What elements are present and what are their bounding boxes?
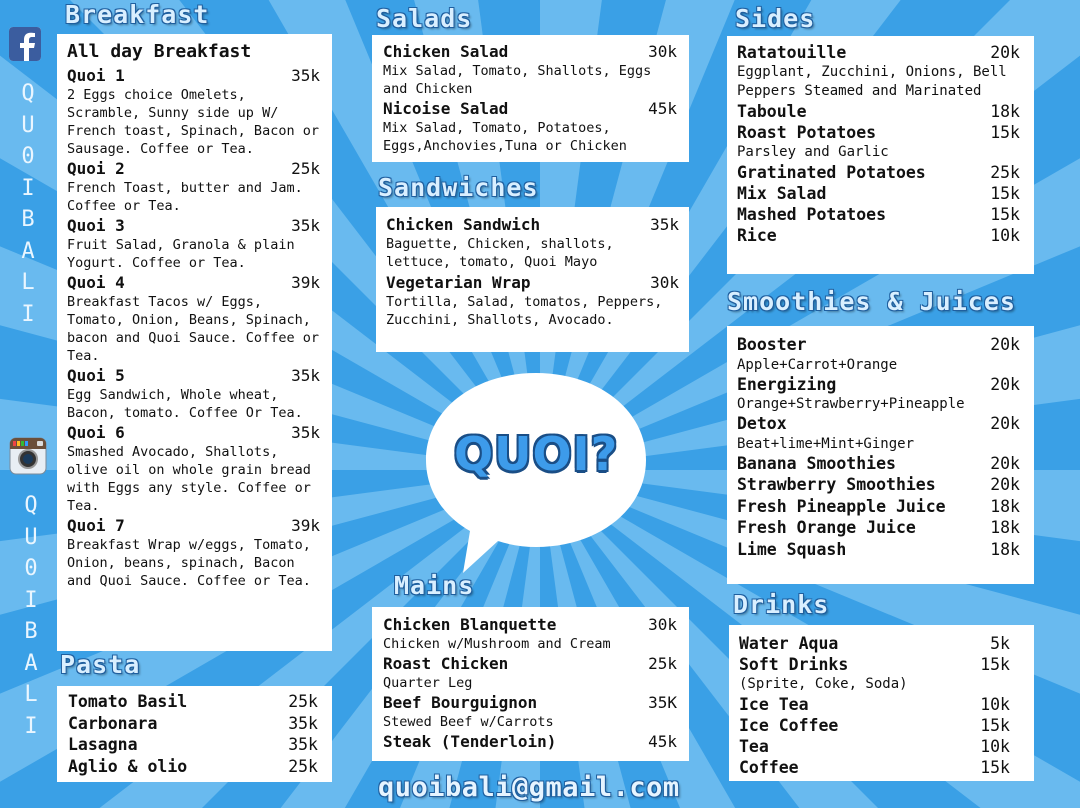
item-name: Tomato Basil (68, 692, 188, 711)
item-description: Stewed Beef w/Carrots (383, 714, 554, 730)
item-name: Carbonara (68, 713, 158, 733)
item-price: 18k (990, 518, 1020, 537)
sandwiches-list (386, 215, 679, 329)
item-price: 25k (291, 159, 320, 178)
menu-item (67, 366, 320, 422)
side-letter: I (24, 587, 38, 613)
item-name: Vegetarian Wrap (386, 273, 531, 292)
item-description: Breakfast Tacos w/ Eggs, Tomato, Onion, Beans, Spinach, bacon and Quoi Sauce. Coffee or Tea. (67, 294, 319, 364)
drinks-heading: Drinks (733, 590, 830, 619)
menu-item (383, 693, 677, 731)
item-description: 2 Eggs choice Omelets, Scramble, Sunny side up W/ French toast, Spinach, Bacon or Sausage. Coffee or Tea. (67, 87, 319, 157)
menu-item (737, 539, 1020, 561)
item-name: Nicoise Salad (383, 99, 509, 118)
item-name: Quoi 6 (67, 423, 125, 442)
menu-item (739, 736, 1010, 757)
menu-item (737, 42, 1020, 101)
item-name: Roast Potatoes (737, 123, 877, 142)
contact-email[interactable]: quoibali@gmail.com (378, 772, 680, 803)
item-price: 20k (990, 414, 1020, 433)
side-letter: U (21, 112, 35, 138)
menu-item (67, 423, 320, 515)
menu-item (739, 633, 1010, 654)
side-letter: 0 (21, 144, 35, 169)
salads-list (383, 42, 677, 155)
pasta-heading: Pasta (60, 650, 141, 679)
item-name: Lime Squash (737, 539, 847, 559)
quoi-logo-text: QUOI? (454, 427, 619, 481)
menu-item (67, 216, 320, 272)
item-price: 15k (980, 758, 1010, 777)
item-name: Fresh Pineapple Juice (737, 496, 946, 516)
drinks-list (739, 633, 1010, 778)
item-description: Mix Salad, Tomato, Potatoes, Eggs,Anchovies,Tuna or Chicken (383, 120, 627, 154)
item-description: Mix Salad, Tomato, Shallots, Eggs and Chicken (383, 63, 652, 97)
menu-item (737, 374, 1020, 414)
item-name: Coffee (739, 758, 799, 777)
item-description: Egg Sandwich, Whole wheat, Bacon, tomato. Coffee Or Tea. (67, 387, 303, 421)
mains-panel (372, 607, 689, 761)
item-name: Rice (737, 226, 777, 245)
item-description: Fruit Salad, Granola & plain Yogurt. Coffee or Tea. (67, 237, 295, 271)
menu-item (68, 756, 318, 778)
item-name: Mix Salad (737, 184, 827, 203)
item-name: Booster (737, 335, 807, 354)
mains-heading: Mains (394, 571, 475, 600)
item-description: French Toast, butter and Jam. Coffee or Tea. (67, 180, 303, 214)
item-price: 15k (990, 205, 1020, 224)
item-price: 20k (990, 475, 1020, 494)
item-name: Ice Coffee (739, 716, 839, 735)
item-name: Tea (739, 737, 769, 756)
pasta-panel (57, 686, 332, 782)
item-name: Ice Tea (739, 695, 809, 714)
menu-item (386, 215, 679, 271)
side-letter: I (24, 713, 38, 739)
item-name: Roast Chicken (383, 654, 509, 673)
item-name: Steak (Tenderloin) (383, 732, 557, 751)
menu-item (737, 162, 1020, 183)
item-price: 35k (291, 216, 320, 235)
item-price: 35k (291, 66, 320, 85)
item-name: Quoi 1 (67, 66, 125, 85)
menu-item (737, 183, 1020, 204)
side-letter: I (21, 301, 35, 327)
sides-panel (727, 36, 1034, 274)
item-price: 18k (990, 496, 1020, 516)
item-name: Lasagna (68, 735, 138, 754)
menu-item (67, 66, 320, 158)
item-name: Quoi 5 (67, 366, 125, 385)
menu-item (383, 732, 677, 752)
item-name: Quoi 7 (67, 516, 125, 535)
smoothies-heading: Smoothies & Juices (727, 287, 1016, 316)
sandwiches-panel (376, 207, 689, 352)
item-name: Strawberry Smoothies (737, 475, 936, 494)
item-description: Tortilla, Salad, tomatos, Peppers, Zucchini, Shallots, Avocado. (386, 294, 663, 328)
breakfast-subtitle: All day Breakfast (67, 41, 252, 62)
item-name: Mashed Potatoes (737, 205, 887, 224)
side-text-top (11, 78, 45, 330)
menu-item (383, 615, 677, 653)
item-price: 20k (990, 374, 1020, 394)
menu-item (737, 122, 1020, 162)
menu-item (737, 413, 1020, 453)
item-price: 35k (288, 713, 318, 733)
menu-item (67, 516, 320, 590)
item-name: Chicken Salad (383, 42, 509, 61)
item-description: Beat+lime+Mint+Ginger (737, 435, 915, 452)
facebook-icon[interactable] (9, 27, 41, 61)
item-price: 25k (288, 692, 318, 711)
item-description: Chicken w/Mushroom and Cream (383, 636, 611, 652)
menu-item (739, 715, 1010, 736)
item-name: Taboule (737, 102, 807, 121)
item-description: Eggplant, Zucchini, Onions, Bell Peppers Steamed and Marinated (737, 64, 1007, 99)
item-description: Orange+Strawberry+Pineapple (737, 396, 965, 412)
item-name: Detox (737, 414, 787, 433)
item-price: 35k (650, 215, 679, 234)
item-price: 10k (980, 695, 1010, 714)
item-price: 10k (980, 737, 1010, 756)
item-name: Banana Smoothies (737, 453, 896, 473)
item-price: 35K (648, 693, 677, 712)
menu-item (737, 204, 1020, 225)
breakfast-panel (57, 34, 332, 651)
item-name: Quoi 4 (67, 273, 125, 292)
menu-item (737, 474, 1020, 496)
item-price: 30k (650, 273, 679, 292)
item-name: Chicken Blanquette (383, 615, 557, 634)
menu-item (739, 654, 1010, 694)
item-price: 15k (980, 716, 1010, 735)
side-letter: B (24, 619, 38, 644)
sandwiches-heading: Sandwiches (378, 173, 539, 202)
item-price: 45k (648, 99, 677, 118)
item-price: 20k (990, 453, 1020, 473)
menu-item (737, 334, 1020, 374)
item-price: 35k (291, 423, 320, 442)
menu-item (737, 453, 1020, 475)
item-name: Fresh Orange Juice (737, 518, 916, 537)
menu-item (386, 273, 679, 329)
item-price: 20k (990, 335, 1020, 354)
menu-item (383, 42, 677, 98)
side-letter: 0 (24, 556, 38, 581)
side-letter: A (21, 238, 35, 264)
item-name: Soft Drinks (739, 655, 849, 674)
menu-item (739, 694, 1010, 715)
item-description: Smashed Avocado, Shallots, olive oil on whole grain bread with Eggs any style. Coffee or Tea. (67, 444, 311, 514)
item-name: Quoi 2 (67, 159, 125, 178)
item-price: 15k (990, 184, 1020, 203)
item-name: Energizing (737, 374, 837, 394)
salads-heading: Salads (376, 4, 473, 33)
breakfast-list (67, 66, 320, 590)
side-letter: A (24, 650, 38, 676)
menu-item (67, 159, 320, 215)
item-name: Aglio & olio (68, 756, 188, 776)
item-name: Quoi 3 (67, 216, 125, 235)
sides-list (737, 42, 1020, 246)
pasta-list (68, 691, 318, 777)
item-price: 15k (980, 655, 1010, 674)
menu-item (68, 734, 318, 756)
item-price: 45k (648, 732, 677, 751)
side-letter: B (21, 207, 35, 232)
item-price: 15k (990, 123, 1020, 142)
item-price: 18k (990, 539, 1020, 559)
item-price: 20k (990, 43, 1020, 62)
item-name: Chicken Sandwich (386, 215, 541, 234)
side-letter: U (24, 524, 38, 550)
menu-item (383, 99, 677, 155)
item-description: Quarter Leg (383, 675, 473, 691)
item-price: 25k (990, 163, 1020, 182)
item-name: Water Aqua (739, 634, 839, 653)
menu-item (737, 517, 1020, 539)
smoothies-list (737, 334, 1020, 560)
menu-item (737, 225, 1020, 246)
menu-item (383, 654, 677, 692)
item-description: Baguette, Chicken, shallots, lettuce, tomato, Quoi Mayo (386, 236, 614, 270)
menu-item (67, 273, 320, 365)
side-text-bottom (14, 490, 48, 742)
smoothies-panel (727, 326, 1034, 584)
item-price: 25k (288, 756, 318, 776)
mains-list (383, 615, 677, 752)
sides-heading: Sides (735, 4, 816, 33)
item-name: Gratinated Potatoes (737, 163, 926, 182)
item-price: 30k (648, 615, 677, 634)
item-description: (Sprite, Coke, Soda) (739, 676, 908, 692)
item-price: 10k (990, 226, 1020, 245)
item-name: Ratatouille (737, 43, 847, 62)
instagram-icon[interactable] (9, 437, 47, 475)
item-description: Parsley and Garlic (737, 144, 889, 160)
side-letter: L (24, 682, 38, 707)
item-price: 35k (288, 735, 318, 754)
item-price: 18k (990, 102, 1020, 121)
side-letter: I (21, 175, 35, 201)
item-description: Breakfast Wrap w/eggs, Tomato, Onion, beans, spinach, Bacon and Quoi Sauce. Coffee or Tea. (67, 537, 311, 589)
item-price: 30k (648, 42, 677, 61)
side-letter: L (21, 270, 35, 295)
item-price: 5k (990, 634, 1010, 653)
item-description: Apple+Carrot+Orange (737, 356, 898, 373)
item-name: Beef Bourguignon (383, 693, 538, 712)
item-price: 39k (291, 273, 320, 292)
menu-item (737, 101, 1020, 122)
menu-item (739, 757, 1010, 778)
item-price: 39k (291, 516, 320, 535)
side-letter: Q (21, 81, 35, 106)
salads-panel (372, 35, 689, 162)
menu-item (68, 691, 318, 713)
side-letter: Q (24, 493, 38, 518)
item-price: 25k (648, 654, 677, 673)
drinks-panel (729, 625, 1034, 781)
item-price: 35k (291, 366, 320, 385)
breakfast-heading: Breakfast (65, 0, 210, 29)
menu-item (68, 713, 318, 735)
menu-item (737, 496, 1020, 518)
